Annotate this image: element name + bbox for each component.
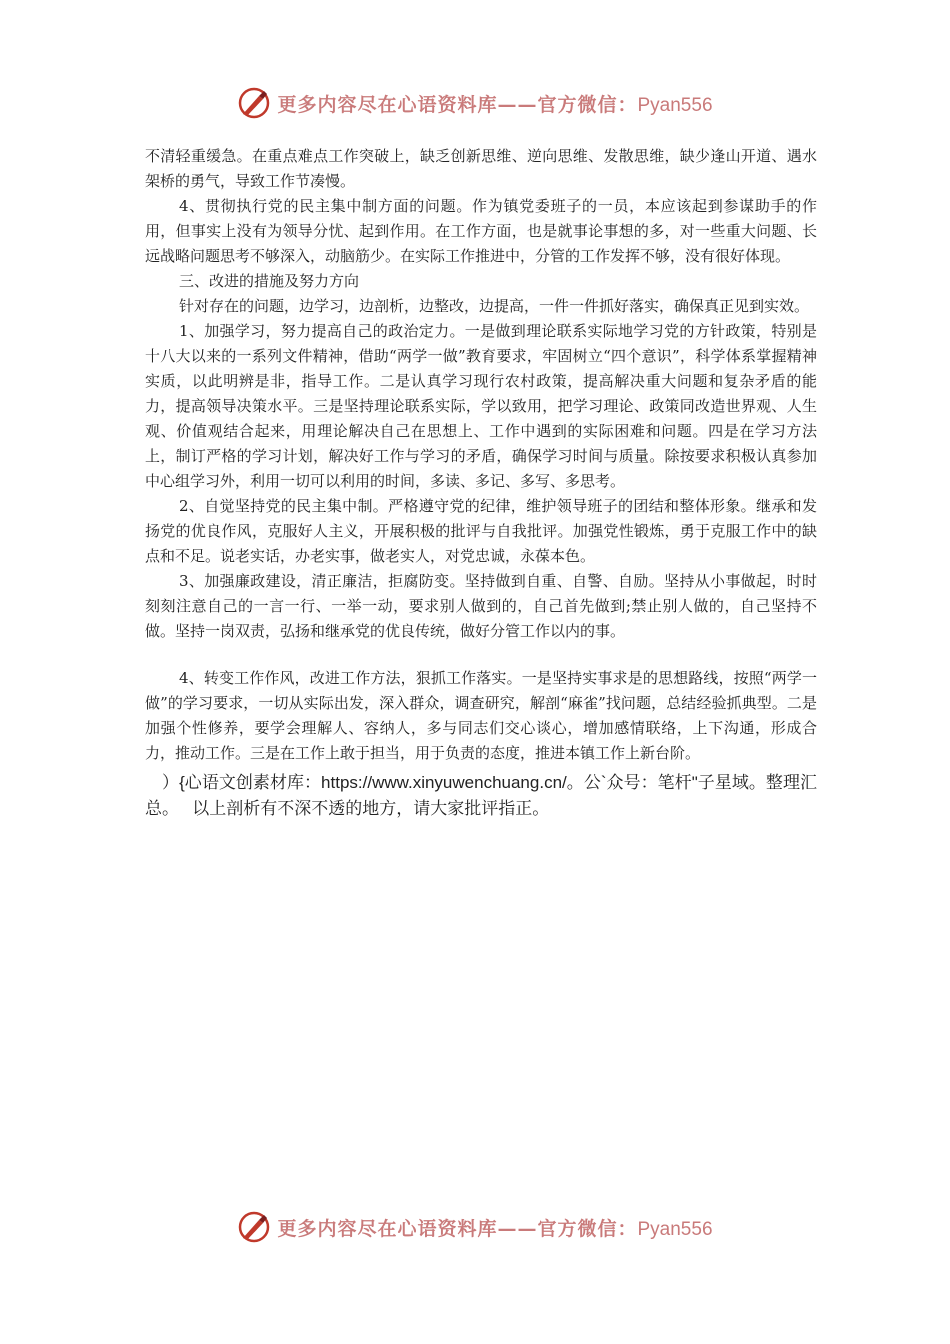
paragraph: 2、自觉坚持党的民主集中制。严格遵守党的纪律，维护领导班子的团结和整体形象。继承和发扬党的优良作风，克服好人主义，开展积极的批评与自我批评。加强党性锻炼，勇于克服工作中的缺点和不足。说老实话，办老实事，做老实人，对党忠诚，永葆本色。	[145, 497, 817, 565]
wechat-id: Pyan556	[637, 1218, 713, 1240]
blank-line	[145, 644, 817, 666]
paragraph: 1、加强学习，努力提高自己的政治定力。一是做到理论联系实际地学习党的方针政策，特别是十八大以来的一系列文件精神，借助“两学一做”教育要求，牢固树立“四个意识”，科学体系掌握精神实质，以此明辨是非，指导工作。二是认真学习现行农村政策，提高解决重大问题和复杂矛盾的能力，提高领导决策水平。三是坚持理论联系实际，学以致用，把学习理论、政策同改造世界观、人生观、价值观结合起来，用理论解决自己在思想上、工作中遇到的实际困难和问题。四是在学习方法上，制订严格的学习计划，解决好工作与学习的矛盾，确保学习时间与质量。除按要求积极认真参加中心组学习外，利用一切可以利用的时间，多读、多记、多写、多思考。	[145, 322, 817, 490]
pen-logo-icon	[237, 1210, 271, 1244]
banner-text: 更多内容尽在心语资料库——官方微信：Pyan556	[277, 1217, 713, 1240]
closing-text: ）{心语文创素材库：https://www.xinyuwenchuang.cn/。公`众号：笔杆"子星域。整理汇总。 以上剖析有不深不透的地方，请大家批评指正。	[145, 773, 817, 818]
paragraph: 不清轻重缓急。在重点难点工作突破上，缺乏创新思维、逆向思维、发散思维，缺少逢山开道、遇水架桥的勇气，导致工作节凑慢。	[145, 147, 817, 190]
document-body	[145, 144, 817, 822]
section-heading: 三、改进的措施及努力方向	[179, 272, 360, 290]
paragraph: 4、转变工作作风，改进工作方法，狠抓工作落实。一是坚持实事求是的思想路线，按照“两学一做”的学习要求，一切从实际出发，深入群众，调查研究，解剖“麻雀”找问题，总结经验抓典型。二是加强个性修养，要学会理解人、容纳人，多与同志们交心谈心，增加感情联络，上下沟通，形成合力，推动工作。三是在工作上敢于担当，用于负责的态度，推进本镇工作上新台阶。	[145, 669, 817, 762]
paragraph: 针对存在的问题，边学习，边剖析，边整改，边提高，一件一件抓好落实，确保真正见到实效。	[179, 297, 810, 315]
footer-banner	[0, 1210, 950, 1244]
wechat-id: Pyan556	[637, 94, 713, 116]
paragraph: 3、加强廉政建设，清正廉洁，拒腐防变。坚持做到自重、自警、自励。坚持从小事做起，时时刻刻注意自己的一言一行、一举一动，要求别人做到的，自己首先做到;禁止别人做的，自己坚持不做。坚持一岗双责，弘扬和继承党的优良传统，做好分管工作以内的事。	[145, 572, 817, 640]
paragraph: 4、贯彻执行党的民主集中制方面的问题。作为镇党委班子的一员，本应该起到参谋助手的作用，但事实上没有为领导分忧、起到作用。在工作方面，也是就事论事想的多，对一些重大问题、长远战略问题思考不够深入，动脑筋少。在实际工作推进中，分管的工作发挥不够，没有很好体现。	[145, 197, 817, 265]
banner-text: 更多内容尽在心语资料库——官方微信：Pyan556	[277, 93, 713, 116]
header-banner	[0, 86, 950, 120]
pen-logo-icon	[237, 86, 271, 120]
